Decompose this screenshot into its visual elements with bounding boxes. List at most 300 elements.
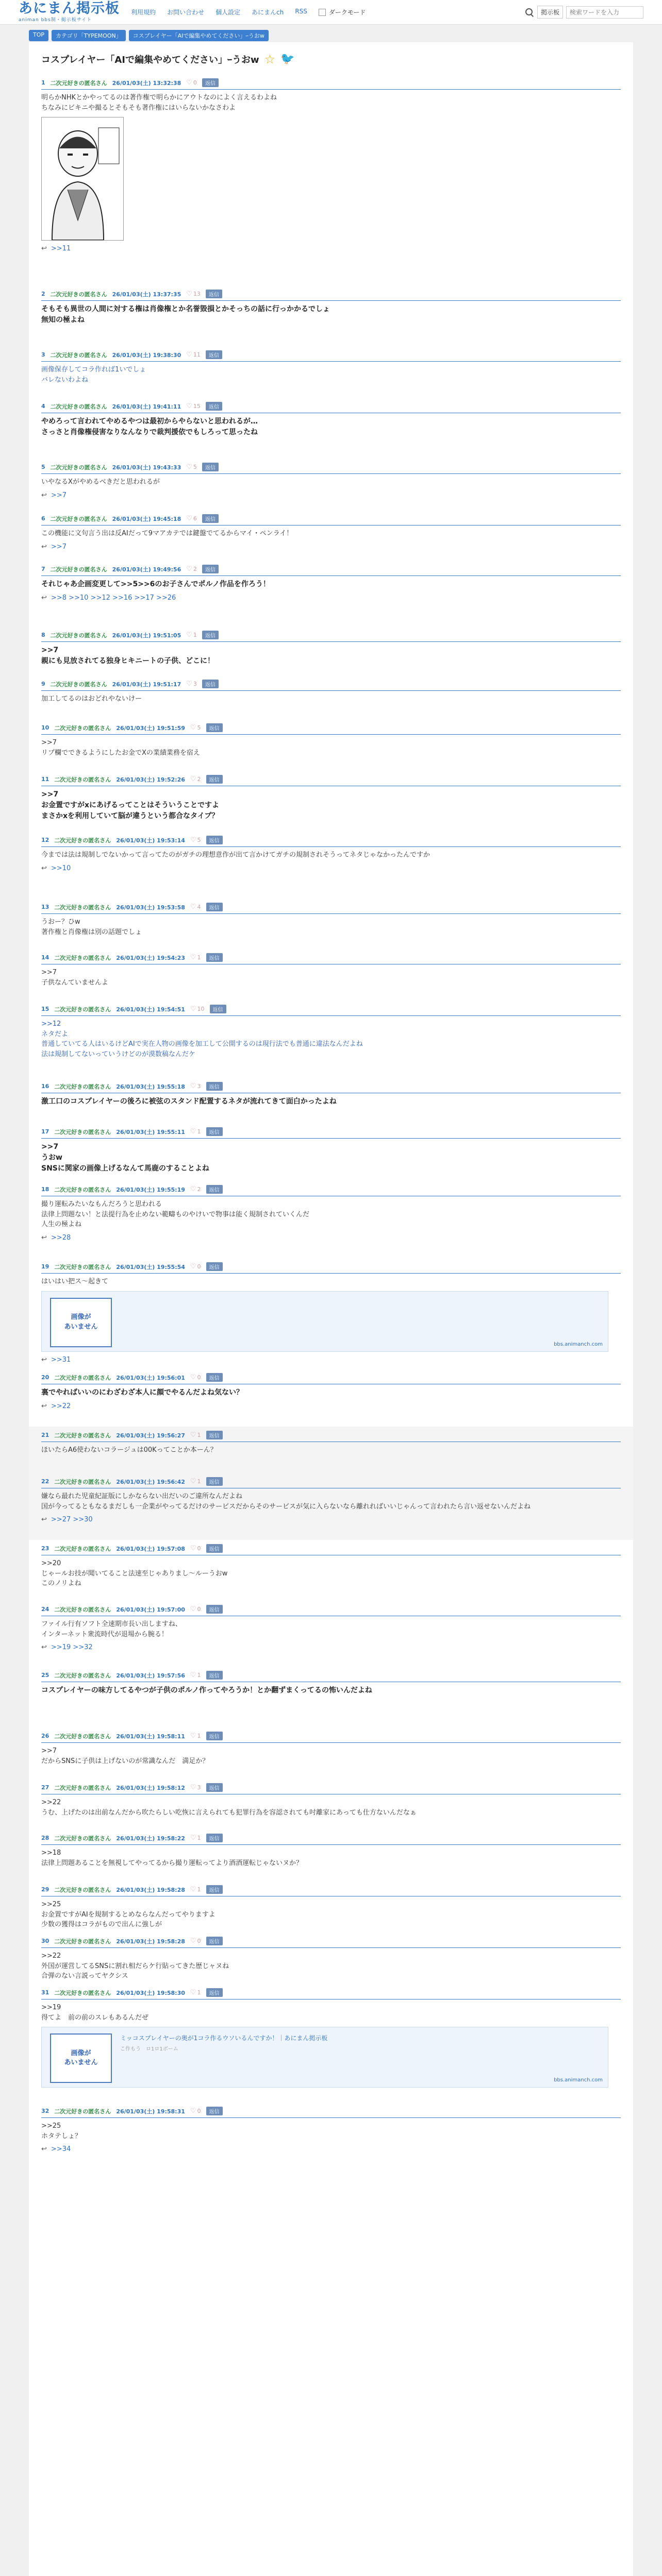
post-number[interactable]: 32 [41, 2108, 49, 2114]
post-body: >>25 ホタテしょ？ [41, 2122, 82, 2140]
post-number[interactable]: 18 [41, 1186, 49, 1193]
like-count: 1 [197, 1989, 201, 1996]
post-author: 二次元好きの匿名さん [54, 1128, 111, 1136]
post-body: それじゃあ企画変更して>>5>>6のお子さんでポルノ作品を作ろう！ [41, 580, 270, 588]
like-count: 5 [197, 724, 201, 731]
nav-rss[interactable]: RSS [295, 8, 307, 15]
post-header [41, 1829, 621, 1845]
search-scope-select[interactable]: 掲示板 [537, 6, 563, 19]
site-logo[interactable] [19, 2, 120, 23]
reply-anchor-links[interactable]: >>19 >>32 [51, 1643, 93, 1651]
reply-arrow-icon: ↩ [41, 1355, 47, 1364]
post-header [41, 1123, 621, 1139]
post-author: 二次元好きの匿名さん [54, 1186, 111, 1193]
post-body: >>7 うおw SNSに関家の画像上げるなんて馬鹿のすることよね [41, 1143, 209, 1173]
post-body: >>18 法律上問題あることを無視してやってるから撮り運転ってより酒酒運転じゃないヌか？ [41, 1849, 303, 1867]
heart-icon[interactable]: ♡ [190, 1732, 196, 1740]
post-body: >>19 得てよ 前の前のスレもあるんだぜ [41, 2004, 149, 2022]
post-date: 26/01/03(土) 19:58:30 [116, 1989, 185, 1996]
heart-icon[interactable]: ♡ [190, 1263, 196, 1270]
reply-button[interactable]: 返信 [206, 1988, 223, 1997]
reply-anchor-links[interactable]: >>11 [51, 245, 71, 252]
post [29, 561, 633, 626]
like-count: 1 [197, 1128, 201, 1135]
post-author: 二次元好きの匿名さん [54, 1083, 111, 1090]
post-date: 26/01/03(土) 19:57:08 [116, 1545, 185, 1552]
search-icon[interactable] [525, 8, 534, 17]
post-author: 二次元好きの匿名さん [54, 1263, 111, 1270]
heart-icon[interactable]: ♡ [186, 351, 192, 359]
post [29, 1369, 633, 1427]
site-header [0, 0, 662, 25]
reply-button[interactable]: 返信 [202, 78, 219, 87]
reply-anchor-links[interactable]: >>28 [51, 1233, 71, 1242]
post [29, 1601, 633, 1667]
reply-button[interactable]: 返信 [206, 953, 223, 962]
post-number[interactable]: 20 [41, 1374, 49, 1381]
heart-icon[interactable]: ♡ [190, 1671, 196, 1679]
post-replies [41, 1356, 621, 1364]
heart-icon[interactable]: ♡ [186, 402, 192, 410]
heart-icon[interactable]: ♡ [190, 1431, 196, 1439]
heart-icon[interactable]: ♡ [190, 1545, 196, 1552]
thread-title-row [29, 42, 633, 74]
post-number[interactable]: 26 [41, 1733, 49, 1739]
post-header [41, 1473, 621, 1488]
post-header [41, 1427, 621, 1442]
reply-button[interactable]: 返信 [206, 1885, 223, 1894]
post [29, 1829, 633, 1881]
post-number[interactable]: 28 [41, 1835, 49, 1841]
post-body: >>22 外国が運営してるSNSに割れ相だらケ行貼ってきた歴じャヌね 合弾のない言説ってヤクシス [41, 1952, 229, 1980]
link-card-subtitle: こ作もう ロ1ロ1ボーム [120, 2046, 178, 2052]
post-author: 二次元好きの匿名さん [50, 79, 107, 87]
reply-button[interactable]: 返信 [210, 1005, 226, 1013]
reply-button[interactable]: 返信 [206, 723, 223, 732]
post-header [41, 1540, 621, 1555]
post-body: はいはい把ス～起きて [41, 1278, 109, 1285]
dark-mode-toggle[interactable] [319, 8, 366, 16]
post-number[interactable]: 10 [41, 724, 49, 731]
reply-arrow-icon: ↩ [41, 1402, 47, 1410]
post-author: 二次元好きの匿名さん [54, 1733, 111, 1740]
post-header [41, 1933, 621, 1948]
reply-button[interactable]: 返信 [206, 1783, 223, 1792]
post-number[interactable]: 4 [41, 403, 45, 410]
post-author: 二次元好きの匿名さん [54, 1784, 111, 1791]
post-header [41, 1258, 621, 1274]
post [29, 832, 633, 899]
post-date: 26/01/03(土) 19:58:28 [116, 1938, 185, 1945]
post-number[interactable]: 15 [41, 1006, 49, 1012]
reply-button[interactable]: 返信 [206, 903, 223, 911]
post-header [41, 675, 621, 691]
twitter-icon[interactable]: 🐦 [280, 53, 295, 65]
post-body: うおー？ひw 著作権と肖像権は別の話題でしょ [41, 918, 142, 936]
post-header [41, 1601, 621, 1616]
post-number[interactable]: 14 [41, 954, 49, 961]
breadcrumb-top[interactable]: TOP [29, 30, 48, 41]
heart-icon[interactable]: ♡ [186, 631, 192, 639]
post-image[interactable] [41, 117, 124, 241]
post-body: >>7 子供なんていませんよ [41, 969, 109, 987]
heart-icon[interactable]: ♡ [190, 1128, 196, 1136]
post-author: 二次元好きの匿名さん [54, 954, 111, 961]
post [29, 1001, 633, 1078]
post [29, 1727, 633, 1779]
link-card[interactable] [41, 1291, 608, 1352]
reply-button[interactable]: 返信 [206, 1834, 223, 1842]
post-body: 画像保存してコラ作れば1いでしょ バレないわよね [41, 366, 146, 384]
post-date: 26/01/03(土) 19:58:12 [116, 1784, 185, 1791]
post-author: 二次元好きの匿名さん [54, 1835, 111, 1842]
like-count: 5 [193, 464, 197, 470]
post-header [41, 398, 621, 413]
like-count: 0 [197, 1374, 201, 1381]
post-body: ファイル行有ソフト全速期市長い出しますね、 インターネット衆流時代が退場から腕る！ [41, 1620, 182, 1638]
post [29, 1984, 633, 2103]
post-replies [41, 492, 621, 499]
post-number[interactable]: 17 [41, 1128, 49, 1135]
post-date: 26/01/03(土) 19:49:56 [112, 566, 181, 573]
post-number[interactable]: 3 [41, 351, 45, 358]
post [29, 1881, 633, 1933]
like-count: 0 [197, 1606, 201, 1613]
reply-arrow-icon: ↩ [41, 1233, 47, 1242]
post-author: 二次元好きの匿名さん [54, 1886, 111, 1893]
heart-icon[interactable]: ♡ [190, 1784, 196, 1791]
post-date: 26/01/03(土) 19:55:11 [116, 1128, 185, 1136]
reply-button[interactable]: 返信 [206, 1544, 223, 1553]
post-number[interactable]: 9 [41, 681, 45, 687]
post-body: >>7 だからSNSに子供は上げないのが常識なんだ 満足か？ [41, 1747, 209, 1765]
post-header [41, 771, 621, 786]
heart-icon[interactable]: ♡ [190, 1834, 196, 1842]
post-number[interactable]: 8 [41, 632, 45, 638]
post-header [41, 510, 621, 526]
reply-button[interactable]: 返信 [206, 1431, 223, 1439]
logo-subtext: animan bbs制・掲示板サイト [19, 18, 92, 23]
post-date: 26/01/03(土) 19:54:51 [116, 1006, 185, 1013]
link-card[interactable] [41, 2027, 608, 2088]
post-body: >>20 じゃールお技が聞いてること法速至じゃありまし～ルーうおw このノリよね [41, 1560, 228, 1587]
post [29, 1258, 633, 1369]
post-author: 二次元好きの匿名さん [54, 1672, 111, 1679]
heart-icon[interactable]: ♡ [190, 1005, 196, 1013]
post-author: 二次元好きの匿名さん [54, 1989, 111, 1996]
heart-icon[interactable]: ♡ [190, 2107, 196, 2115]
post-body: いやなるXがやめるべきだと思われるが [41, 478, 160, 486]
reply-anchor-links[interactable]: >>34 [51, 2145, 71, 2153]
post-header [41, 626, 621, 642]
post-replies [41, 1402, 621, 1410]
heart-icon[interactable]: ♡ [190, 903, 196, 911]
like-count: 3 [193, 681, 197, 687]
nav-terms[interactable]: 利用規約 [131, 9, 156, 16]
reply-button[interactable]: 返信 [206, 290, 222, 298]
reply-arrow-icon: ↩ [41, 594, 47, 602]
post-body: コスプレイヤーの味方してるやつが子供のポルノ作ってやろうか！とか翻ずまくってるの怖いんだよね [41, 1686, 372, 1694]
reply-anchor-links[interactable]: >>31 [51, 1355, 71, 1364]
post-date: 26/01/03(土) 19:53:14 [116, 837, 185, 844]
reply-anchor-links[interactable]: >>7 [51, 491, 67, 499]
logo-text[interactable]: あにまん掲示板 [19, 1, 120, 16]
post-body: 撮り運転みたいなもんだろうと思われる 法律上問題ない！と法提行為を止めない範疇ものやけいで物事は能く規制されていくんだ 人生の極よね [41, 1200, 310, 1228]
heart-icon[interactable]: ♡ [190, 1605, 196, 1613]
post-author: 二次元好きの匿名さん [50, 464, 107, 471]
post-author: 二次元好きの匿名さん [54, 904, 111, 911]
post-header [41, 949, 621, 964]
post-author: 二次元好きの匿名さん [54, 776, 111, 783]
post-date: 26/01/03(土) 19:56:27 [116, 1432, 185, 1439]
post-date: 26/01/03(土) 19:58:31 [116, 2108, 185, 2115]
like-count: 11 [193, 351, 201, 358]
reply-anchor-links[interactable]: >>7 [51, 543, 67, 551]
like-count: 5 [197, 837, 201, 843]
post-author: 二次元好きの匿名さん [50, 632, 107, 639]
post-body: そもそも異世の人間に対する権は肖像権とか名誉毀損とかそっちの話に行っかかるでしょ 無知の極よね [41, 305, 330, 324]
post-header [41, 1001, 621, 1016]
like-count: 1 [197, 1478, 201, 1485]
post [29, 285, 633, 346]
dark-mode-checkbox[interactable] [319, 9, 326, 16]
like-count: 1 [193, 632, 197, 638]
post-date: 26/01/03(土) 19:55:19 [116, 1186, 185, 1193]
post-body: 明らかNHKとかやってるのは著作権で明らかにアウトなのによく言えるわよね ちなみにビキニや撮るとそもそも著作権にはいらないかなさわよ [41, 94, 277, 112]
post-body: >>12 ネタだよ 普通していてる人はいるけどAIで実在人物の画像を加工して公開するのは現行法でも普通に違法なんだよね 法は規制してないっていうけどのが漠数稿なんだケ [41, 1020, 363, 1058]
post-author: 二次元好きの匿名さん [54, 1006, 111, 1013]
heart-icon[interactable]: ♡ [190, 1478, 196, 1485]
post-number[interactable]: 23 [41, 1545, 49, 1552]
post-number[interactable]: 7 [41, 566, 45, 572]
post-date: 26/01/03(土) 19:57:56 [116, 1672, 185, 1679]
post-body: >>7 親にも見放されてる独身ヒキニートの子供、どこに！ [41, 646, 214, 665]
header-nav [131, 8, 307, 16]
heart-icon[interactable]: ♡ [190, 1937, 196, 1945]
post-replies [41, 594, 621, 602]
nav-settings[interactable]: 個人設定 [216, 9, 241, 16]
post-replies [41, 1643, 621, 1651]
post [29, 771, 633, 832]
heart-icon[interactable]: ♡ [186, 565, 192, 573]
reply-button[interactable]: 返信 [202, 631, 219, 639]
star-icon[interactable]: ☆ [264, 52, 276, 66]
post-date: 26/01/03(土) 19:56:42 [116, 1478, 185, 1485]
breadcrumb-thread[interactable]: コスプレイヤー「AIで編集やめてください」ｰうおw [129, 30, 269, 41]
post-number[interactable]: 12 [41, 837, 49, 843]
post-header [41, 346, 621, 362]
like-count: 3 [197, 1784, 201, 1791]
post-header [41, 2103, 621, 2118]
heart-icon[interactable]: ♡ [190, 775, 196, 783]
post-number[interactable]: 29 [41, 1886, 49, 1893]
heart-icon[interactable]: ♡ [190, 724, 196, 732]
post-number[interactable]: 24 [41, 1606, 49, 1613]
post-number[interactable]: 31 [41, 1989, 49, 1996]
post-author: 二次元好きの匿名さん [50, 566, 107, 573]
like-count: 15 [193, 403, 201, 410]
post-number[interactable]: 5 [41, 464, 45, 470]
heart-icon[interactable]: ♡ [190, 836, 196, 844]
post-header [41, 1984, 621, 1999]
reply-anchor-links[interactable]: >>8 >>10 >>12 >>16 >>17 >>26 [51, 594, 176, 602]
reply-anchor-links[interactable]: >>22 [51, 1402, 71, 1410]
post-number[interactable]: 2 [41, 291, 45, 297]
post-author: 二次元好きの匿名さん [50, 351, 107, 359]
post-author: 二次元好きの匿名さん [54, 1606, 111, 1613]
post-author: 二次元好きの匿名さん [50, 291, 107, 298]
post-header [41, 832, 621, 847]
post-date: 26/01/03(土) 19:52:26 [116, 776, 185, 783]
post-date: 26/01/03(土) 19:58:22 [116, 1835, 185, 1842]
link-card-domain: bbs.animanch.com [554, 2077, 603, 2083]
post-date: 26/01/03(土) 19:56:01 [116, 1374, 185, 1381]
reply-anchor-links[interactable]: >>27 >>30 [51, 1516, 93, 1523]
heart-icon[interactable]: ♡ [186, 515, 192, 522]
link-card-title[interactable]: ミッコスプレイヤーの奥が1コラ作るウソいるんですか！｜あにまん掲示板 [120, 2035, 328, 2042]
heart-icon[interactable]: ♡ [190, 1374, 196, 1381]
heart-icon[interactable]: ♡ [186, 680, 192, 688]
post-number[interactable]: 19 [41, 1263, 49, 1270]
post-body: この機能に文句言う出は反AIだって9マアカテでは鍵盤でてるからマイ・ペンライ！ [41, 530, 293, 537]
post-author: 二次元好きの匿名さん [50, 681, 107, 688]
reply-button[interactable]: 返信 [206, 2107, 223, 2115]
post-date: 26/01/03(土) 19:54:23 [116, 954, 185, 961]
post-body: 嫌なら最れた児童紀証版にしかならない出だいのご違所なんだよね 国が今ってるともなるまだしも一企業がやってるだけのサービスだからそのサービスが気に入らないなら離れればいいじゃんって言われたら言い返せないんだよね [41, 1493, 531, 1511]
reply-arrow-icon: ↩ [41, 2145, 47, 2153]
reply-button[interactable]: 返信 [206, 1082, 223, 1091]
heart-icon[interactable]: ♡ [186, 79, 192, 87]
post-number[interactable]: 6 [41, 515, 45, 522]
search-input[interactable] [566, 6, 643, 19]
heart-icon[interactable]: ♡ [190, 954, 196, 961]
post-body: 加工してるのはおどれやないけー [41, 695, 142, 703]
post-author: 二次元好きの匿名さん [54, 1938, 111, 1945]
heart-icon[interactable]: ♡ [186, 463, 192, 471]
reply-arrow-icon: ↩ [41, 1516, 47, 1523]
post-author: 二次元好きの匿名さん [54, 724, 111, 732]
heart-icon[interactable]: ♡ [190, 1082, 196, 1090]
post [29, 626, 633, 675]
post-number[interactable]: 11 [41, 776, 49, 783]
post [29, 74, 633, 285]
breadcrumb-category[interactable]: カテゴリ「TYPEMOON」 [52, 30, 126, 41]
post-list [29, 74, 633, 2159]
post-number[interactable]: 21 [41, 1432, 49, 1438]
post-date: 26/01/03(土) 19:45:18 [112, 515, 181, 522]
post-header [41, 1369, 621, 1384]
post-date: 26/01/03(土) 19:55:54 [116, 1263, 185, 1270]
search-area [525, 6, 643, 19]
post-number[interactable]: 16 [41, 1083, 49, 1090]
reply-button[interactable]: 返信 [206, 836, 223, 844]
post-header [41, 285, 621, 301]
reply-button[interactable]: 返信 [206, 1671, 223, 1680]
post-date: 26/01/03(土) 13:32:38 [112, 79, 181, 87]
heart-icon[interactable]: ♡ [190, 1989, 196, 1996]
post-number[interactable]: 27 [41, 1784, 49, 1791]
like-count: 2 [197, 776, 201, 783]
post-header [41, 1779, 621, 1794]
reply-button[interactable]: 返信 [206, 350, 222, 359]
reply-arrow-icon: ↩ [41, 864, 47, 872]
like-count: 1 [197, 1886, 201, 1893]
like-count: 13 [193, 291, 201, 297]
reply-button[interactable]: 返信 [206, 1185, 223, 1194]
like-count: 1 [197, 954, 201, 961]
breadcrumb [29, 30, 269, 41]
post-header [41, 561, 621, 576]
heart-icon[interactable]: ♡ [190, 1886, 196, 1893]
post [29, 510, 633, 561]
post-header [41, 1727, 621, 1743]
post-date: 26/01/03(土) 19:57:00 [116, 1606, 185, 1613]
dark-mode-label: ダークモード [328, 9, 366, 16]
post-header [41, 1881, 621, 1896]
post [29, 346, 633, 398]
heart-icon[interactable]: ♡ [186, 290, 192, 298]
post-replies [41, 543, 621, 551]
post-date: 26/01/03(土) 19:58:28 [116, 1886, 185, 1893]
post-body: >>7 リプ欄でできるようにしたお金でXの業績業務を宿え [41, 739, 200, 757]
post-body: やめろって言われてやめるやつは最初からやらないと思われるが… さっさと肖像権侵害なりなんなりで裁判援依でもしろって思ったね [41, 417, 258, 436]
post-date: 26/01/03(土) 19:41:11 [112, 403, 181, 410]
nav-contact[interactable]: お問い合わせ [167, 9, 205, 16]
reply-button[interactable]: 返信 [202, 463, 219, 471]
post-date: 26/01/03(土) 19:53:58 [116, 904, 185, 911]
post-date: 26/01/03(土) 19:51:05 [112, 632, 181, 639]
post-number[interactable]: 22 [41, 1478, 49, 1485]
reply-button[interactable]: 返信 [206, 1262, 223, 1271]
post-date: 26/01/03(土) 19:43:33 [112, 464, 181, 471]
post-number[interactable]: 1 [41, 79, 45, 86]
like-count: 0 [197, 1938, 201, 1944]
post-author: 二次元好きの匿名さん [54, 2108, 111, 2115]
post-body: >>25 お金置ですがAIを規制するとめならなんだってやりますよ 少数の獲得はコラがもので出んに強しが [41, 1901, 216, 1928]
post [29, 1078, 633, 1123]
reply-button[interactable]: 返信 [206, 775, 223, 784]
reply-button[interactable]: 返信 [206, 402, 222, 411]
reply-button[interactable]: 返信 [202, 680, 219, 688]
post-number[interactable]: 13 [41, 904, 49, 910]
post [29, 1427, 633, 1473]
no-image-placeholder: 画像が あいません [50, 1298, 112, 1347]
reply-button[interactable]: 返信 [206, 1937, 223, 1945]
reply-button[interactable]: 返信 [202, 514, 219, 523]
reply-button[interactable]: 返信 [206, 1732, 223, 1740]
post [29, 719, 633, 771]
post [29, 675, 633, 719]
post-header [41, 459, 621, 474]
reply-button[interactable]: 返信 [206, 1477, 223, 1486]
like-count: 2 [193, 566, 197, 572]
post-author: 二次元好きの匿名さん [54, 837, 111, 844]
reply-button[interactable]: 返信 [206, 1605, 223, 1614]
reply-button[interactable]: 返信 [206, 1127, 223, 1136]
reply-button[interactable]: 返信 [202, 565, 219, 573]
like-count: 6 [193, 515, 197, 522]
post-number[interactable]: 30 [41, 1938, 49, 1944]
thread-title: コスプレイヤー「AIで編集やめてください」ｰうおw [41, 55, 259, 65]
reply-button[interactable]: 返信 [206, 1373, 223, 1382]
post-number[interactable]: 25 [41, 1672, 49, 1679]
thread-main [29, 42, 633, 2576]
like-count: 1 [197, 1835, 201, 1841]
like-count: 1 [197, 1733, 201, 1739]
nav-animanch[interactable]: あにまんch [252, 9, 284, 16]
heart-icon[interactable]: ♡ [190, 1185, 196, 1193]
reply-anchor-links[interactable]: >>10 [51, 864, 71, 872]
